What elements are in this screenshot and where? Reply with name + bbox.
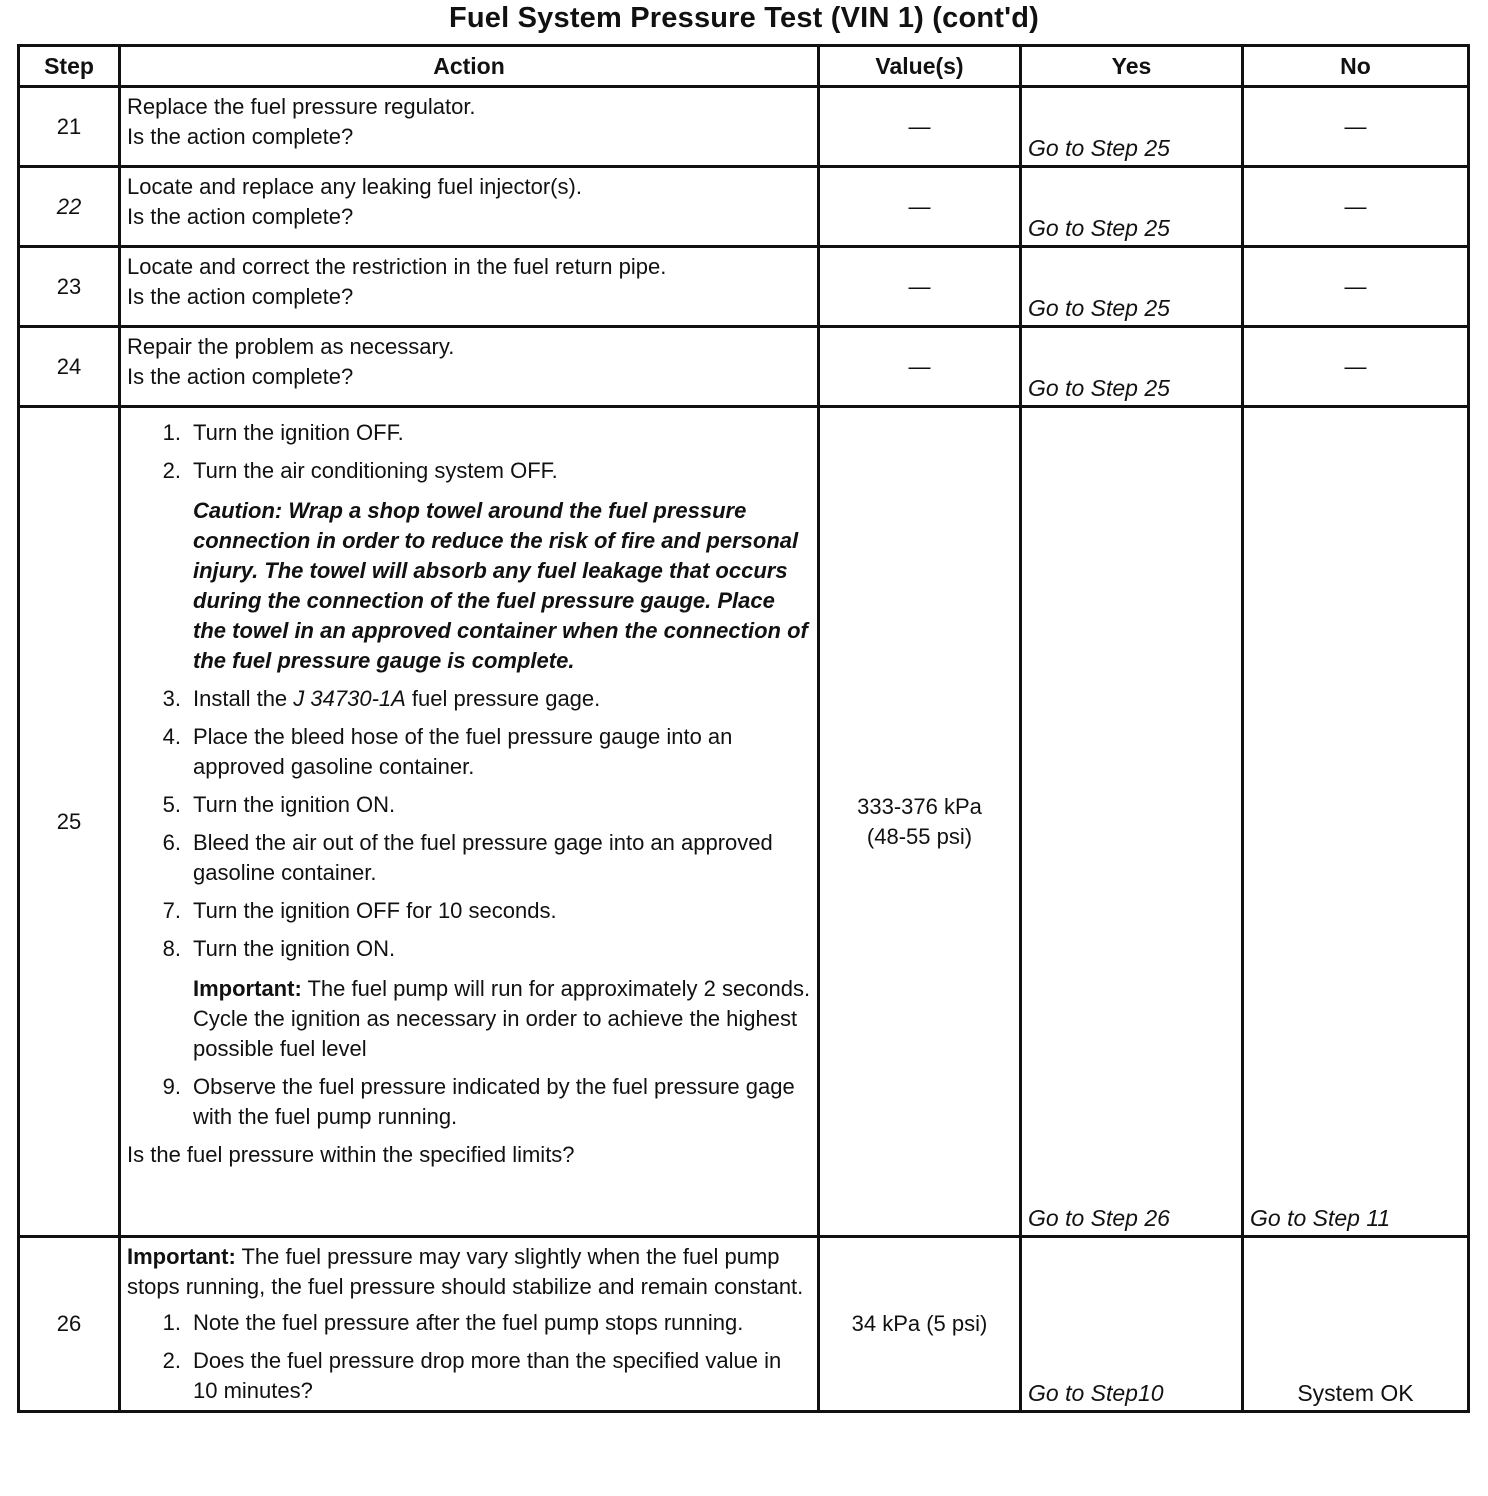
table-row	[19, 87, 1469, 167]
list-item: 3. Install the J 34730-1A fuel pressure gage.	[162, 686, 601, 711]
step-number: 21	[19, 87, 120, 167]
yes-cell: Go to Step 26	[1021, 407, 1243, 1237]
header-step: Step	[19, 46, 120, 87]
value-cell	[819, 407, 1021, 1237]
header-values: Value(s)	[819, 46, 1021, 87]
page-title: Fuel System Pressure Test (VIN 1) (cont'd)	[448, 2, 1040, 34]
no-cell: —	[1243, 247, 1469, 327]
no-cell: Go to Step 11	[1243, 407, 1469, 1237]
table-row	[19, 327, 1469, 407]
action-cell	[120, 247, 819, 327]
value-cell: —	[819, 167, 1021, 247]
action-cell	[120, 327, 819, 407]
list-item: 9. Observe the fuel pressure indicated by the fuel pressure gage with the fuel pump running.	[162, 1074, 795, 1129]
table-row	[19, 247, 1469, 327]
no-cell: —	[1243, 167, 1469, 247]
list-item: 2. Turn the air conditioning system OFF.	[162, 458, 558, 483]
no-cell: —	[1243, 87, 1469, 167]
action-cell	[120, 1237, 819, 1412]
header-action: Action	[120, 46, 819, 87]
action-text: Locate and replace any leaking fuel injector(s).	[127, 174, 582, 199]
step-number: 25	[19, 407, 120, 1237]
caution-note: Caution: Wrap a shop towel around the fuel pressure connection in order to reduce the risk of fire and personal injury. The towel will absorb any fuel leakage that occurs during the connection of the fuel pressure gauge. Place the towel in an approved container when the connection of the fuel pressure gauge is complete.	[193, 498, 808, 673]
yes-cell: Go to Step 25	[1021, 87, 1243, 167]
yes-cell: Go to Step10	[1021, 1237, 1243, 1412]
action-text: Repair the problem as necessary.	[127, 334, 455, 359]
action-question: Is the action complete?	[127, 364, 354, 389]
procedure-list	[127, 1308, 811, 1406]
header-row	[19, 46, 1469, 87]
action-cell	[120, 167, 819, 247]
no-cell: System OK	[1243, 1237, 1469, 1412]
list-item: 6. Bleed the air out of the fuel pressure gage into an approved gasoline container.	[162, 830, 773, 885]
value-kpa: 333-376 kPa	[857, 793, 982, 819]
action-question: Is the action complete?	[127, 204, 354, 229]
table-row	[19, 407, 1469, 1237]
table-row	[19, 1237, 1469, 1412]
step-number: 26	[19, 1237, 120, 1412]
list-item: 5. Turn the ignition ON.	[162, 792, 396, 817]
procedure-list	[127, 1072, 811, 1132]
value-cell: 34 kPa (5 psi)	[819, 1237, 1021, 1412]
action-text: Locate and correct the restriction in the fuel return pipe.	[127, 254, 667, 279]
step-number: 24	[19, 327, 120, 407]
list-item: 2. Does the fuel pressure drop more than the specified value in 10 minutes?	[162, 1348, 782, 1403]
value-psi: (48-55 psi)	[866, 823, 973, 849]
procedure-list	[127, 684, 811, 964]
procedure-list	[127, 418, 811, 486]
value-cell: —	[819, 327, 1021, 407]
table-row	[19, 167, 1469, 247]
list-item: 4. Place the bleed hose of the fuel pressure gauge into an approved gasoline container.	[162, 724, 733, 779]
important-note: Important: The fuel pump will run for approximately 2 seconds. Cycle the ignition as necessary in order to achieve the highest possible fuel level	[193, 976, 811, 1061]
action-question: Is the fuel pressure within the specified limits?	[127, 1142, 575, 1167]
list-item: 1. Note the fuel pressure after the fuel pump stops running.	[162, 1310, 744, 1335]
no-cell: —	[1243, 327, 1469, 407]
header-yes: Yes	[1021, 46, 1243, 87]
list-item: 8. Turn the ignition ON.	[162, 936, 396, 961]
step-number: 22	[19, 167, 120, 247]
action-question: Is the action complete?	[127, 124, 354, 149]
action-cell	[120, 407, 819, 1237]
diagnostic-table	[17, 44, 1470, 1413]
list-item: 1. Turn the ignition OFF.	[162, 420, 404, 445]
action-question: Is the action complete?	[127, 284, 354, 309]
step-number: 23	[19, 247, 120, 327]
important-note: Important: The fuel pressure may vary slightly when the fuel pump stops running, the fuel pressure should stabilize and remain constant.	[127, 1244, 804, 1299]
yes-cell: Go to Step 25	[1021, 247, 1243, 327]
value-cell: —	[819, 87, 1021, 167]
value-cell: —	[819, 247, 1021, 327]
list-item: 7. Turn the ignition OFF for 10 seconds.	[162, 898, 557, 923]
header-no: No	[1243, 46, 1469, 87]
yes-cell: Go to Step 25	[1021, 327, 1243, 407]
tool-number: J 34730-1A	[293, 686, 406, 711]
action-cell	[120, 87, 819, 167]
yes-cell: Go to Step 25	[1021, 167, 1243, 247]
action-text: Replace the fuel pressure regulator.	[127, 94, 476, 119]
